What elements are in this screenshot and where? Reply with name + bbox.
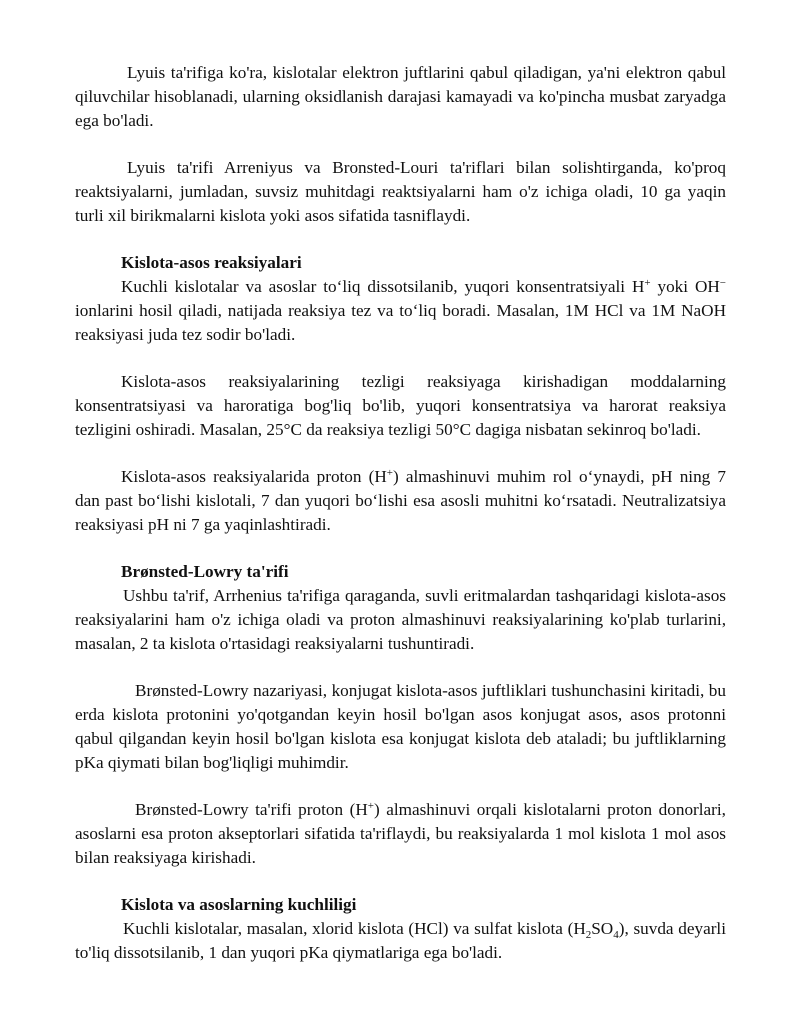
superscript-plus: + xyxy=(644,277,651,289)
subscript-2: 2 xyxy=(585,929,592,941)
paragraph-conjugate-pairs: Brønsted-Lowry nazariyasi, konjugat kislota-asos juftliklari tushunchasini kiritadi, bu erda kislota protonini yo'qotgandan keyin hosil bo'lgan asos konjugat asos, asos protonni qabul qilgandan keyin hosil bo'lgan kislota esa konjugat kislota deb ataladi; bu juftliklarning pKa qiymati bilan bog'liqligi muhimdir. xyxy=(75,681,726,772)
text-run: SO xyxy=(591,919,614,938)
paragraph-strong-acids-bases xyxy=(75,275,726,347)
text-run: Kuchli kislotalar va asoslar to‘liq dissotsilanib, yuqori konsentratsiyali H xyxy=(121,277,645,296)
text-run: Kuchli kislotalar, masalan, xlorid kislota (HCl) va sulfat kislota (H xyxy=(123,919,586,938)
subscript-4: 4 xyxy=(613,929,619,941)
paragraph-bronsted-scope: Ushbu ta'rif, Arrhenius ta'rifiga qaraganda, suvli eritmalardan tashqaridagi kislota-asos reaksiyalarini ham o'z ichiga oladi va proton almashinuvi reaksiyalarining ko'plab turlarini, masalan, 2 ta kislota o'rtasidagi reaksiyalarni tushuntiradi. xyxy=(75,586,726,653)
text-run: yoki OH xyxy=(650,277,720,296)
text-run: ionlarini hosil qiladi, natijada reaksiya tez va to‘liq boradi. Masalan, 1M HCl va 1M NaOH reaksiyasi juda tez sodir bo'ladi. xyxy=(75,301,726,344)
text-run: Brønsted-Lowry ta'rifi proton (H xyxy=(135,800,368,819)
paragraph-lewis-definition: Lyuis ta'rifiga ko'ra, kislotalar elektron juftlarini qabul qiladigan, ya'ni elektron qabul qiluvchilar hisoblanadi, ularning oksidlanish darajasi kamayadi va ko'pincha musbat zaryadga ega bo'ladi. xyxy=(75,63,726,130)
paragraph-proton-donors xyxy=(75,798,726,870)
superscript-plus: + xyxy=(386,467,393,479)
heading-acid-base-strength: Kislota va asoslarning kuchliligi xyxy=(121,895,357,914)
text-run: ) almashinuvi muhim rol o‘ynaydi, pH ning 7 dan past bo‘lishi kislotali, 7 dan yuqori bo‘lishi esa asosli muhitni ko‘rsatadi. Neutralizatsiya reaksiyasi pH ni 7 ga yaqinlashtiradi. xyxy=(75,467,726,534)
paragraph-lewis-comparison: Lyuis ta'rifi Arreniyus va Bronsted-Louri ta'riflari bilan solishtirganda, ko'proq reaktsiyalarni, jumladan, suvsiz muhitdagi reaktsiyalarni ham o'z ichiga oladi, 10 ga yaqin turli xil birikmalarni kislota yoki asos sifatida tasniflaydi. xyxy=(75,158,726,225)
paragraph-reaction-rate: Kislota-asos reaksiyalarining tezligi reaksiyaga kirishadigan moddalarning konsentratsiyasi va haroratiga bog'liq bo'lib, yuqori konsentratsiya va harorat reaksiya tezligini oshiradi. Masalan, 25°C da reaksiya tezligi 50°C dagiga nisbatan sekinroq bo'ladi. xyxy=(75,372,726,439)
heading-bronsted-lowry: Brønsted-Lowry ta'rifi xyxy=(121,562,289,581)
text-run: ) almashinuvi orqali kislotalarni proton donorlari, asoslarni esa proton akseptorlari sifatida ta'riflaydi, bu reaksiyalarda 1 mol kislota 1 mol asos bilan reaksiyaga kirishadi. xyxy=(75,800,726,867)
paragraph-proton-exchange xyxy=(75,465,726,537)
paragraph-strong-acids-examples xyxy=(75,917,726,965)
superscript-minus: − xyxy=(719,277,726,289)
text-run: Kislota-asos reaksiyalarida proton (H xyxy=(121,467,387,486)
text-run: ), suvda deyarli to'liq dissotsilanib, 1 dan yuqori pKa qiymatlariga ega bo'ladi. xyxy=(75,919,726,962)
superscript-plus: + xyxy=(367,800,374,812)
heading-acid-base-reactions: Kislota-asos reaksiyalari xyxy=(121,253,302,272)
